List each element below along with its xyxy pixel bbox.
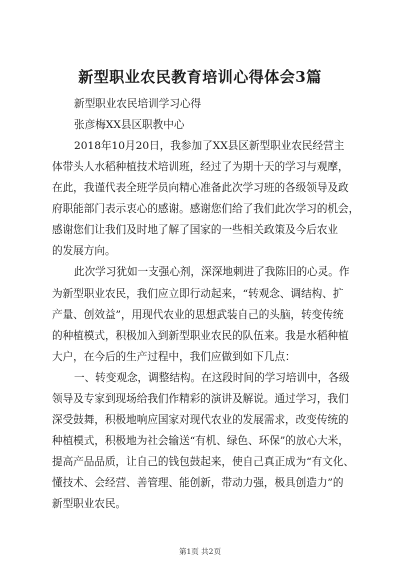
document-title: 新型职业农民教育培训心得体会3篇	[78, 68, 322, 86]
paragraph-line: 新型职业农民。	[52, 498, 127, 510]
paragraph-line: 提高产品品质，让自己的钱包鼓起来，使自己真正成为“有文化、	[52, 456, 355, 468]
author-line: 张彦梅XX县区职教中心	[74, 119, 185, 131]
paragraph-line: 在此，我谨代表全班学员向精心准备此次学习班的各级领导及政	[52, 182, 349, 194]
paragraph-line: 懂技术、会经营、善管理、能创新，带动力强，极具创造力”的	[52, 477, 344, 489]
paragraph-line: 感谢您们让我们及时地了解了国家的一些相关政策及今后农业	[52, 224, 339, 236]
paragraph-line: 种植模式，积极地为社会输送“有机、绿色、环保”的放心大米，	[52, 435, 349, 447]
paragraph-line: 的种植模式，积极加入到新型职业农民的队伍来。我是水稻种植	[52, 330, 349, 342]
paragraph-line: 体带头人水稻种植技术培训班，经过了为期十天的学习与观摩，	[52, 161, 349, 173]
paragraph-line: 产量、创效益”，用现代农业的思想武装自己的头脑，转变传统	[52, 309, 344, 321]
paragraph-line: 一、转变观念，调整结构。在这段时间的学习培训中，各级	[74, 372, 350, 384]
paragraph-line: 深受鼓舞，积极地响应国家对现代农业的发展需求，改变传统的	[52, 414, 349, 426]
document-subtitle: 新型职业农民培训学习心得	[74, 98, 202, 110]
paragraph-line: 为新型职业农民，我们应立即行动起来，“转观念、调结构、扩	[52, 288, 344, 300]
paragraph-line: 大户，在今后的生产过程中，我们应做到如下几点：	[52, 351, 296, 363]
paragraph-line: 2018年10月20日，我参加了XX县区新型职业农民经营主	[74, 140, 345, 152]
paragraph-line: 领导及专家到现场给我们作精彩的演讲及解说。通过学习，我们	[52, 393, 349, 405]
page-footer: 第1页 共2页	[179, 547, 221, 556]
paragraph-line: 的发展方向。	[52, 245, 116, 257]
paragraph-line: 府职能部门表示衷心的感谢。感谢您们给了我们此次学习的机会，	[52, 203, 360, 215]
paragraph-line: 此次学习犹如一支强心剂，深深地刺进了我陈旧的心灵。作	[74, 266, 350, 278]
